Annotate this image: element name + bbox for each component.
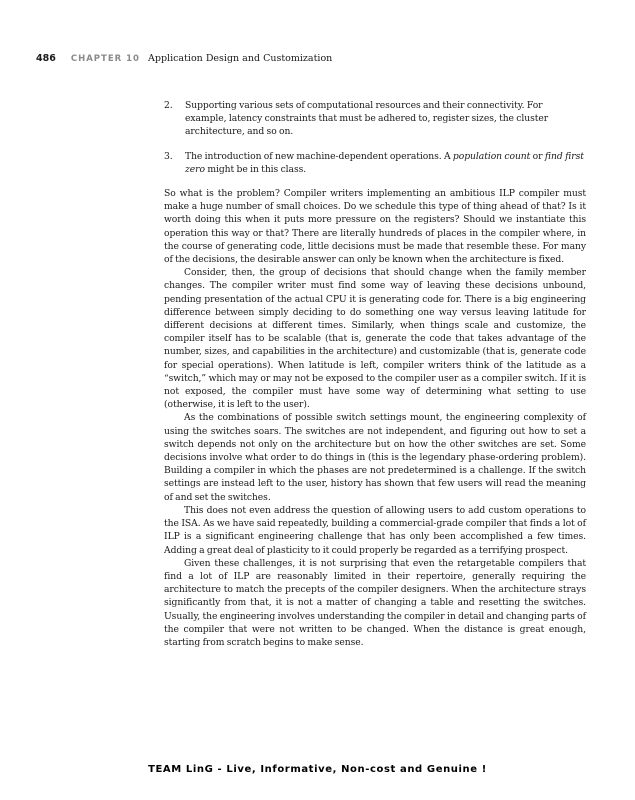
list-item-text-segment: might be in this class. xyxy=(204,163,307,175)
paragraph: As the combinations of possible switch settings mount, the engineering complexity of using the switches soars. The switches are not independent, and figuring out how to set a switch depends not only on the architecture but on how the other switches are set. Some decisions involve what order to do things in (this is the legendary phase-ordering problem). Building a compiler in which the phases are not predetermined is a challenge. If the switch settings are instead left to the user, history has shown that few users will read the meaning of and set the switches. xyxy=(164,412,586,503)
paragraph: So what is the problem? Compiler writers implementing an ambitious ILP compiler must make a huge number of small choices. Do we schedule this type of thing ahead of that? Is it worth doing this when it puts more pressure on the registers? Should we instantiate this operation this way or that? There are literally hundreds of places in the compiler where, in the course of generating code, little decisions must be made that resemble these. For many of the decisions, the desirable answer can only be known when the architecture is fixed. xyxy=(164,188,586,266)
list-item-text: Supporting various sets of computational resources and their connectivity. For example, latency constraints that must be adhered to, register sizes, the cluster architecture, and so on. xyxy=(185,100,549,138)
list-item xyxy=(164,150,586,176)
list-item-text xyxy=(185,150,586,176)
running-header xyxy=(36,53,332,65)
italic-term: population count xyxy=(452,150,531,162)
list-item xyxy=(164,99,586,139)
paragraph: This does not even address the question of allowing users to add custom operations to the ISA. As we have said repeatedly, building a commercial-grade compiler that finds a lot of ILP is a significant engineering challenge that has only been accomplished a few times. Adding a great deal of plasticity to it could properly be regarded as a terrifying prospect. xyxy=(164,504,586,556)
page-number: 486 xyxy=(36,53,56,64)
watermark-footer: TEAM LinG - Live, Informative, Non-cost and Genuine ! xyxy=(148,764,487,775)
chapter-label: CHAPTER 10 xyxy=(70,54,140,64)
list-item-text-segment: The introduction of new machine-dependent operations. A xyxy=(185,150,453,162)
chapter-title: Application Design and Customization xyxy=(148,53,333,64)
body-text xyxy=(164,99,586,649)
list-item-number: 2. xyxy=(164,100,173,111)
paragraph: Given these challenges, it is not surprising that even the retargetable compilers that find a lot of ILP are reasonably limited in their repertoire, generally requiring the architecture to match the precepts of the compiler designers. When the architecture strays significantly from that, it is not a matter of changing a table and resetting the switches. Usually, the engineering involves understanding the compiler in detail and changing parts of the compiler that were not written to be changed. When the distance is great enough, starting from scratch begins to make sense. xyxy=(164,557,586,648)
italic-term: find first zero xyxy=(185,150,584,175)
list-item-text-segment: or xyxy=(530,150,545,162)
paragraph: Consider, then, the group of decisions that should change when the family member changes. The compiler writer must find some way of leaving these decisions unbound, pending presentation of the actual CPU it is generating code for. There is a big engineering difference between simply deciding to do something one way versus leaving latitude for different decisions at different times. Similarly, when things scale and customize, the compiler itself has to be scalable (that is, generate the code that takes advantage of the number, sizes, and capabilities in the architecture) and customizable (that is, generate code for special operations). When latitude is left, compiler writers think of the latitude as a “switch,” which may or may not be exposed to the compiler user as a compiler switch. If it is not exposed, the compiler must have some way of determining what setting to use (otherwise, it is left to the user). xyxy=(164,267,586,411)
list-item-number: 3. xyxy=(164,150,173,162)
